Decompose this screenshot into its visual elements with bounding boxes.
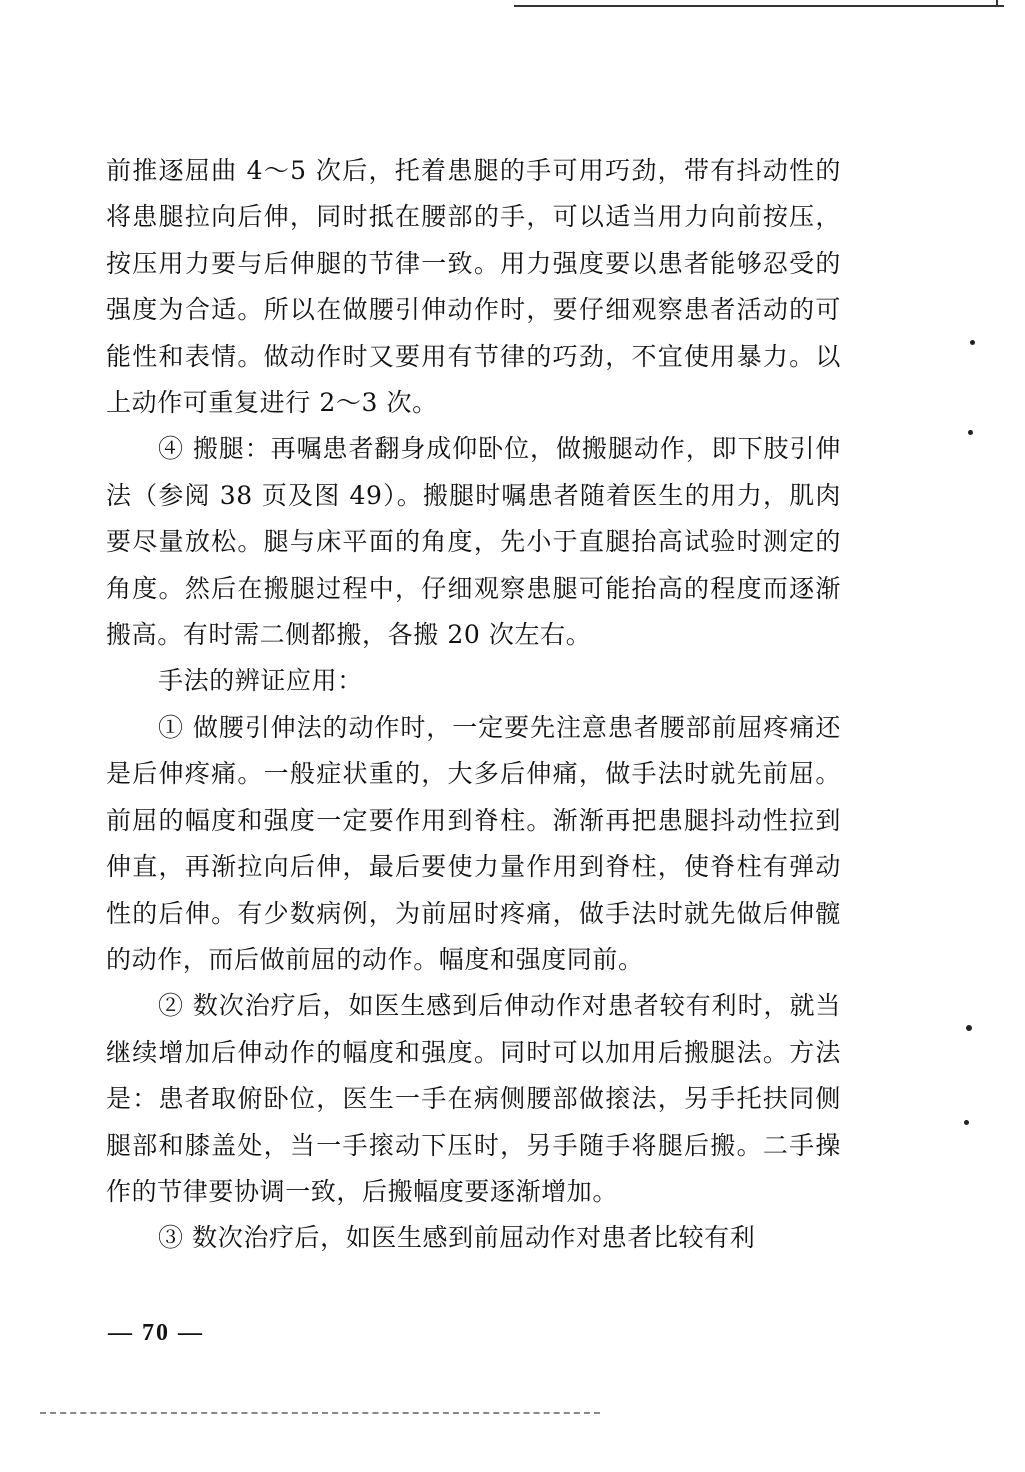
- top-rule-tick: [996, 0, 998, 7]
- scan-speck: [970, 340, 975, 345]
- paragraph-step-4-leg-lift: ④ 搬腿：再嘱患者翻身成仰卧位，做搬腿动作，即下肢引伸法（参阅 38 页及图 49）。搬腿时嘱患者随着医生的用力，肌肉要尽量放松。腿与床平面的角度，先小于直腿抬高试验时测定的角度。然后在搬腿过程中，仔细观察患腿可能抬高的程度而逐渐搬高。有时需二侧都搬，各搬 20 次左右。: [106, 434, 841, 650]
- top-rule: [514, 5, 1004, 7]
- scan-speck: [968, 430, 973, 435]
- paragraph-item-1: ① 做腰引伸法的动作时，一定要先注意患者腰部前屈疼痛还是后伸疼痛。一般症状重的，大多后伸痛，做手法时就先前屈。前屈的幅度和强度一定要作用到脊柱。渐渐再把患腿抖动性拉到伸直，再渐拉向后伸，最后要使力量作用到脊柱，使脊柱有弹动性的后伸。有少数病例，为前屈时疼痛，做手法时就先做后伸髋的动作，而后做前屈的动作。幅度和强度同前。: [106, 712, 841, 974]
- page-number: — 70 —: [108, 1320, 204, 1346]
- section-heading-differential-application: 手法的辨证应用：: [158, 666, 363, 696]
- bottom-scan-rule: [40, 1412, 600, 1414]
- paragraph-item-2: ② 数次治疗后，如医生感到后伸动作对患者较有利时，就当继续增加后伸动作的幅度和强度。同时可以加用后搬腿法。方法是：患者取俯卧位，医生一手在病侧腰部做㨰法，另手托扶同侧腿部和膝盖处，当一手㨰动下压时，另手随手将腿后搬。二手操作的节律要协调一致，后搬幅度要逐渐增加。: [106, 991, 841, 1206]
- paragraph-item-3: ③ 数次治疗后，如医生感到前屈动作对患者比较有利: [158, 1223, 756, 1253]
- scan-speck: [964, 1120, 969, 1125]
- page-body: [106, 148, 841, 1262]
- paragraph-continuation: 前推逐屈曲 4～5 次后，托着患腿的手可用巧劲，带有抖动性的将患腿拉向后伸，同时抵在腰部的手，可以适当用力向前按压，按压用力要与后伸腿的节律一致。用力强度要以患者能够忍受的强度为合适。所以在做腰引伸动作时，要仔细观察患者活动的可能性和表情。做动作时又要用有节律的巧劲，不宜使用暴力。以上动作可重复进行 2～3 次。: [106, 156, 841, 418]
- scan-speck: [966, 1025, 972, 1031]
